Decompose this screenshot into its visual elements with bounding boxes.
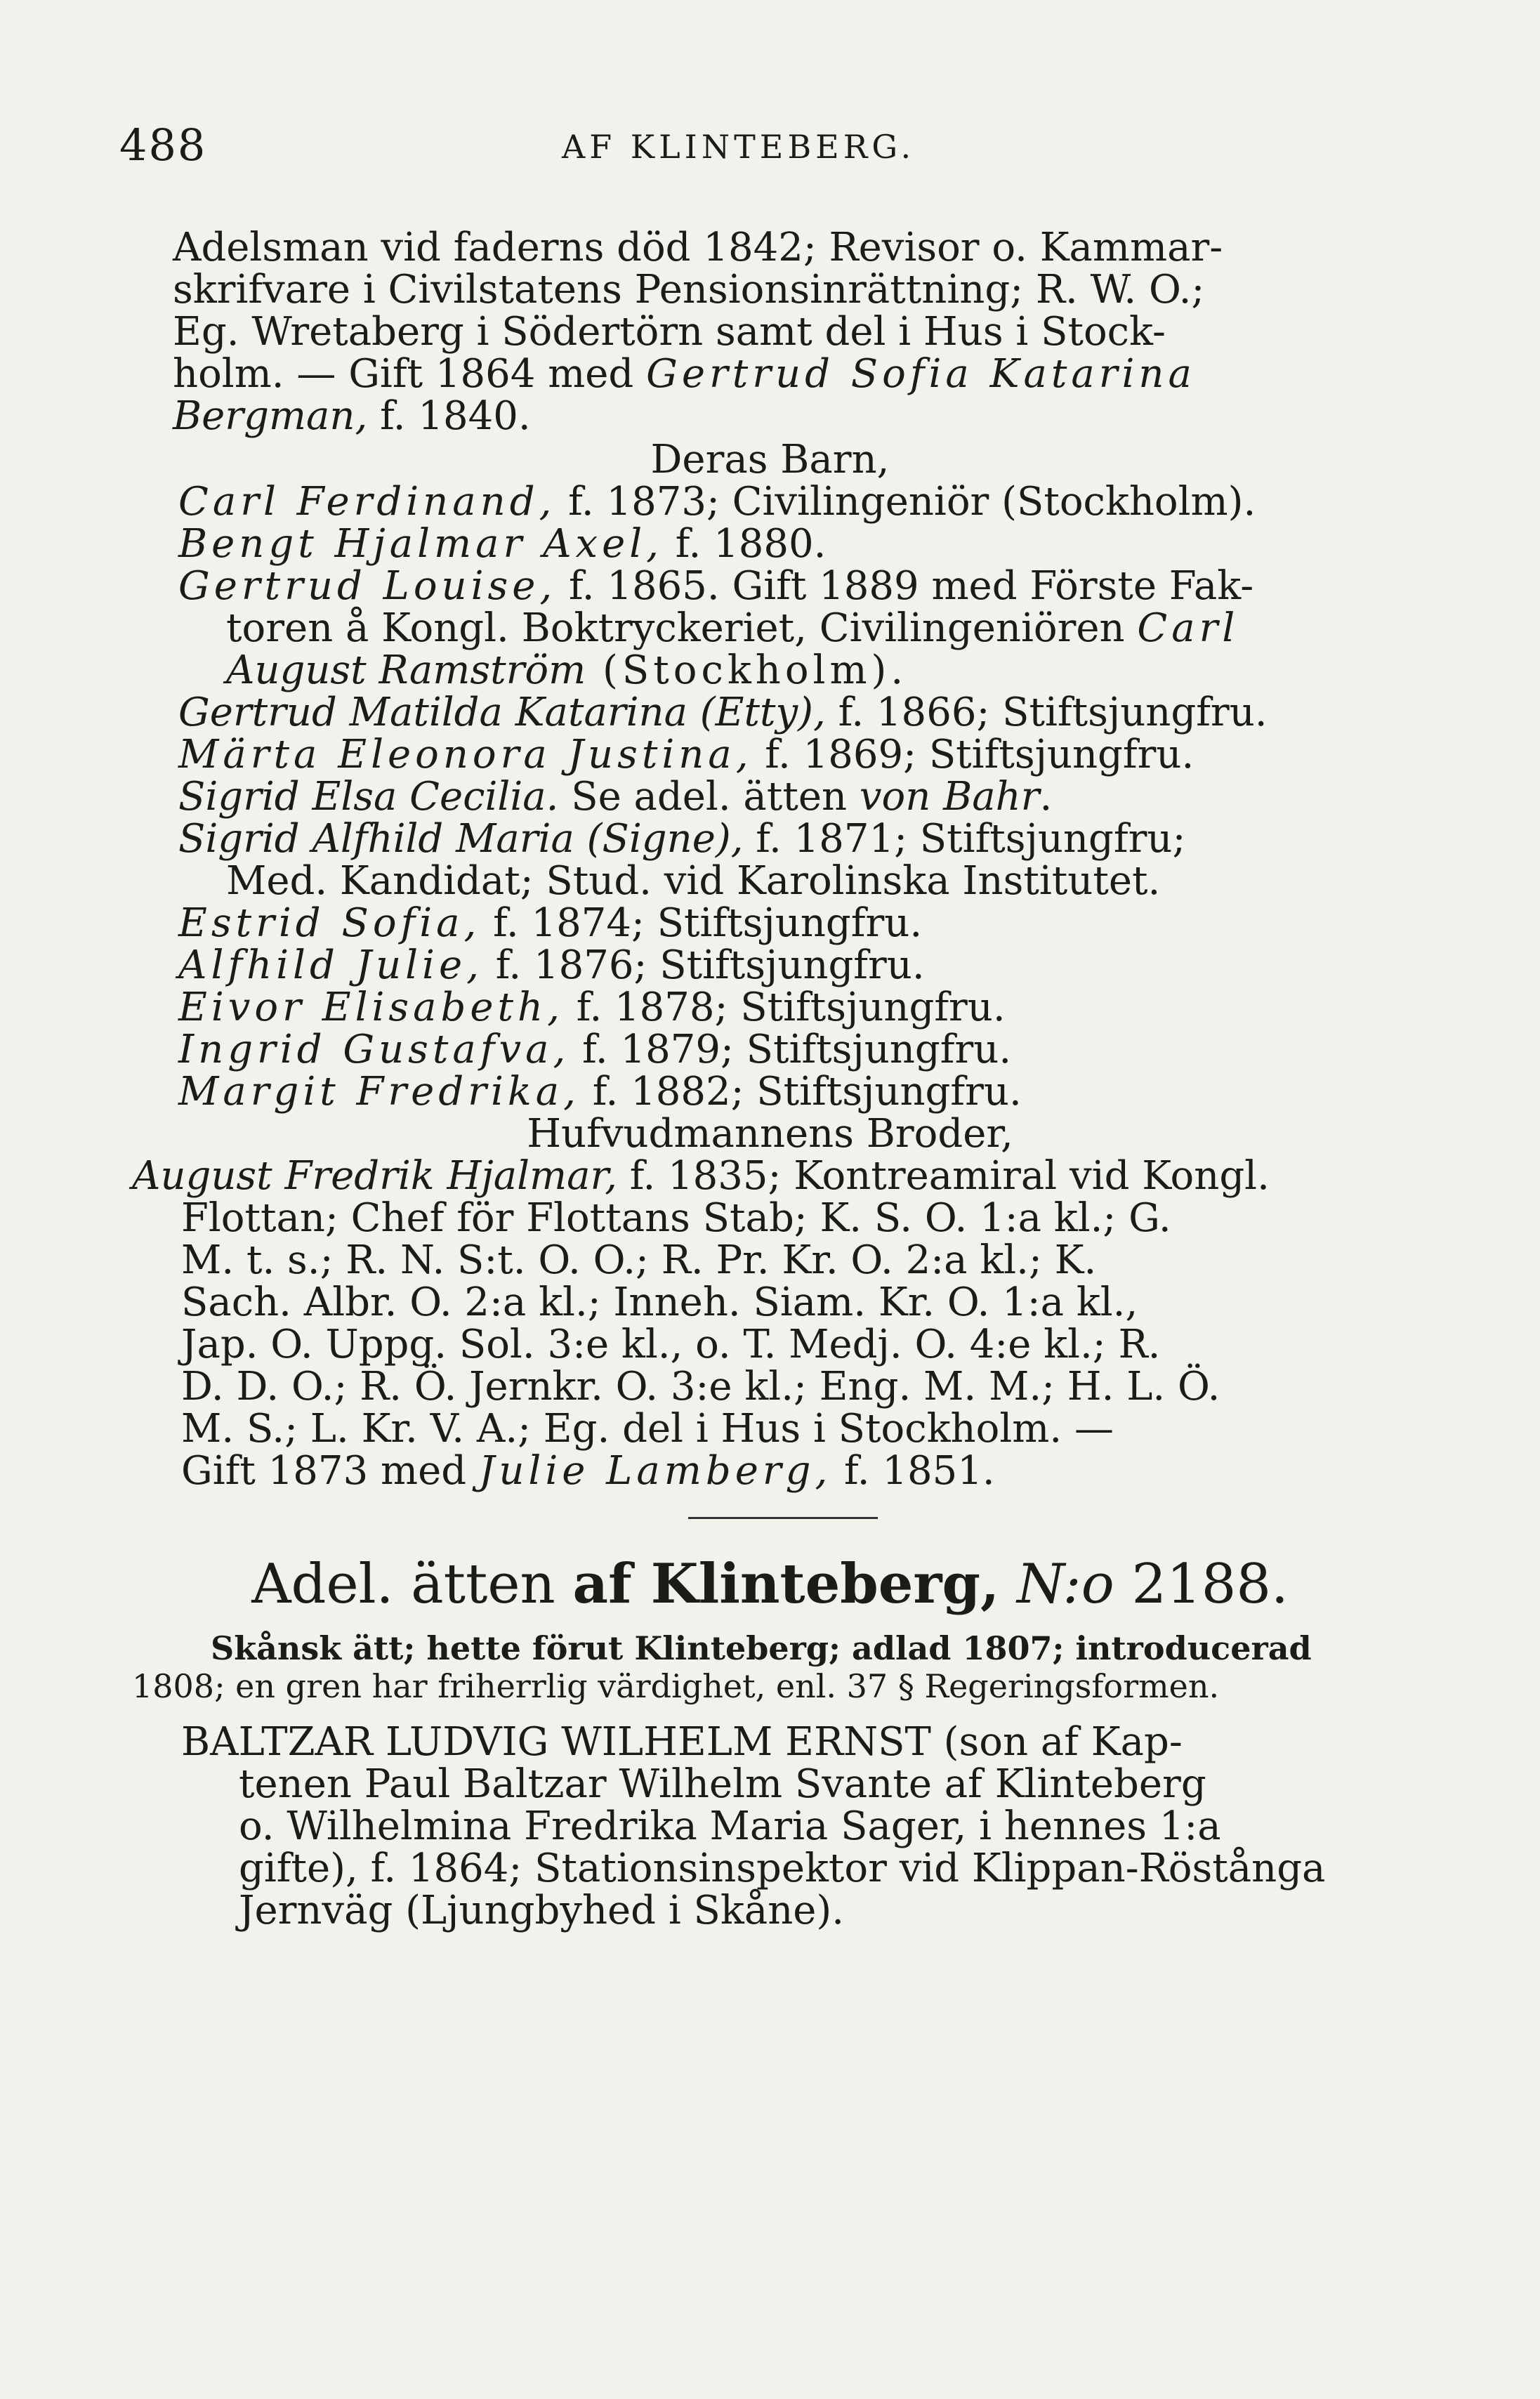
- text-span: f. 1871; Stiftsjungfru;: [743, 816, 1186, 862]
- person-name: Gertrud Louise,: [178, 563, 557, 609]
- family-name: von Bahr: [859, 774, 1040, 820]
- text-line: D. D. O.; R. Ö. Jernkr. O. 3:e kl.; Eng. M. M.; H. L. Ö.: [181, 1364, 1220, 1409]
- text-span: .: [1039, 774, 1053, 820]
- text-span: f. 1874; Stiftsjungfru.: [480, 900, 923, 946]
- text-span: f. 1840.: [367, 393, 531, 439]
- page-number: 488: [119, 119, 207, 171]
- section-heading: [0, 1549, 1540, 1619]
- text-line: tenen Paul Baltzar Wilhelm Svante af Klinteberg: [239, 1761, 1206, 1807]
- text-span: f. 1851.: [831, 1448, 995, 1494]
- person-name: Eivor Elisabeth,: [178, 985, 564, 1030]
- text-span: N:o: [999, 1553, 1114, 1616]
- section-subline: Skånsk ätt; hette förut Klinteberg; adlad 1807; introducerad: [211, 1629, 1312, 1667]
- text-span: Gift 1873 med: [181, 1448, 479, 1494]
- text-span: (Stockholm).: [586, 648, 908, 693]
- person-name: Julie Lamberg,: [478, 1448, 832, 1494]
- text-span: f. 1880.: [662, 521, 827, 567]
- text-line: o. Wilhelmina Fredrika Maria Sager, i hennes 1:a: [239, 1803, 1221, 1849]
- text-line: Jernväg (Ljungbyhed i Skåne).: [239, 1888, 845, 1933]
- text-span: f. 1873; Civilingeniör (Stockholm).: [555, 479, 1256, 525]
- text-line: Med. Kandidat; Stud. vid Karolinska Institutet.: [226, 858, 1161, 904]
- person-name: Bengt Hjalmar Axel,: [178, 521, 663, 567]
- text-line: [181, 1447, 995, 1496]
- person-name: Gertrud Matilda Katarina (Etty),: [178, 690, 826, 735]
- text-span: f. 1876; Stiftsjungfru.: [482, 942, 925, 988]
- person-name: Sigrid Elsa Cecilia.: [178, 774, 559, 820]
- text-span: Adel. ätten: [251, 1553, 573, 1616]
- text-span: toren å Kongl. Boktryckeriet, Civilingeniören: [226, 605, 1138, 651]
- text-line: Eg. Wretaberg i Södertörn samt del i Hus i Stock-: [173, 309, 1166, 355]
- person-name: Carl: [1137, 605, 1239, 651]
- text-span: f. 1869; Stiftsjungfru.: [752, 732, 1195, 777]
- text-line: M. t. s.; R. N. S:t. O. O.; R. Pr. Kr. O. 2:a kl.; K.: [181, 1237, 1097, 1283]
- person-name: Bergman,: [173, 393, 368, 439]
- person-name: Gertrud Sofia Katarina: [646, 351, 1196, 397]
- text-span: f. 1865. Gift 1889 med Förste Fak-: [556, 563, 1254, 609]
- text-span: Se adel. ätten: [558, 774, 860, 820]
- text-line: M. S.; L. Kr. V. A.; Eg. del i Hus i Stockholm. —: [181, 1406, 1114, 1452]
- text-line: gifte), f. 1864; Stationsinspektor vid Klippan-Röstånga: [239, 1846, 1326, 1891]
- person-name: Sigrid Alfhild Maria (Signe),: [178, 816, 744, 862]
- text-span: f. 1882; Stiftsjungfru.: [579, 1069, 1022, 1115]
- text-line: Flottan; Chef för Flottans Stab; K. S. O. 1:a kl.; G.: [181, 1195, 1171, 1241]
- text-line: BALTZAR LUDVIG WILHELM ERNST (son af Kap-: [181, 1719, 1183, 1765]
- person-name: August Ramström: [226, 648, 586, 693]
- text-line: Adelsman vid faderns död 1842; Revisor o. Kammar-: [173, 225, 1223, 270]
- person-name: Ingrid Gustafva,: [178, 1027, 570, 1072]
- person-name: Alfhild Julie,: [178, 942, 483, 988]
- brother-heading: Hufvudmannens Broder,: [527, 1111, 1013, 1157]
- section-divider: [688, 1517, 878, 1519]
- text-line: [173, 392, 531, 441]
- text-span: holm. — Gift 1864 med: [173, 351, 647, 397]
- text-span: f. 1835; Kontreamiral vid Kongl.: [617, 1153, 1270, 1199]
- children-heading: Deras Barn,: [650, 437, 890, 482]
- text-span: 2188.: [1114, 1553, 1289, 1616]
- text-span: f. 1879; Stiftsjungfru.: [570, 1027, 1012, 1072]
- text-line: Sach. Albr. O. 2:a kl.; Inneh. Siam. Kr. O. 1:a kl.,: [181, 1280, 1138, 1325]
- text-line: Jap. O. Uppg. Sol. 3:e kl., o. T. Medj. O. 4:e kl.; R.: [181, 1322, 1161, 1367]
- section-subline: 1808; en gren har friherrlig värdighet, enl. 37 § Regeringsformen.: [132, 1667, 1220, 1705]
- person-name: Margit Fredrika,: [178, 1069, 580, 1115]
- person-name: Carl Ferdinand,: [178, 479, 556, 525]
- running-title: AF KLINTEBERG.: [562, 128, 916, 166]
- person-name: Estrid Sofia,: [178, 900, 481, 946]
- person-name: August Fredrik Hjalmar,: [132, 1153, 617, 1199]
- text-span: f. 1878; Stiftsjungfru.: [563, 985, 1006, 1030]
- text-span: f. 1866; Stiftsjungfru.: [825, 690, 1268, 735]
- person-name: Märta Eleonora Justina,: [178, 732, 753, 777]
- family-name: af Klinteberg,: [572, 1552, 1000, 1616]
- text-line: skrifvare i Civilstatens Pensionsinrättning; R. W. O.;: [173, 267, 1205, 313]
